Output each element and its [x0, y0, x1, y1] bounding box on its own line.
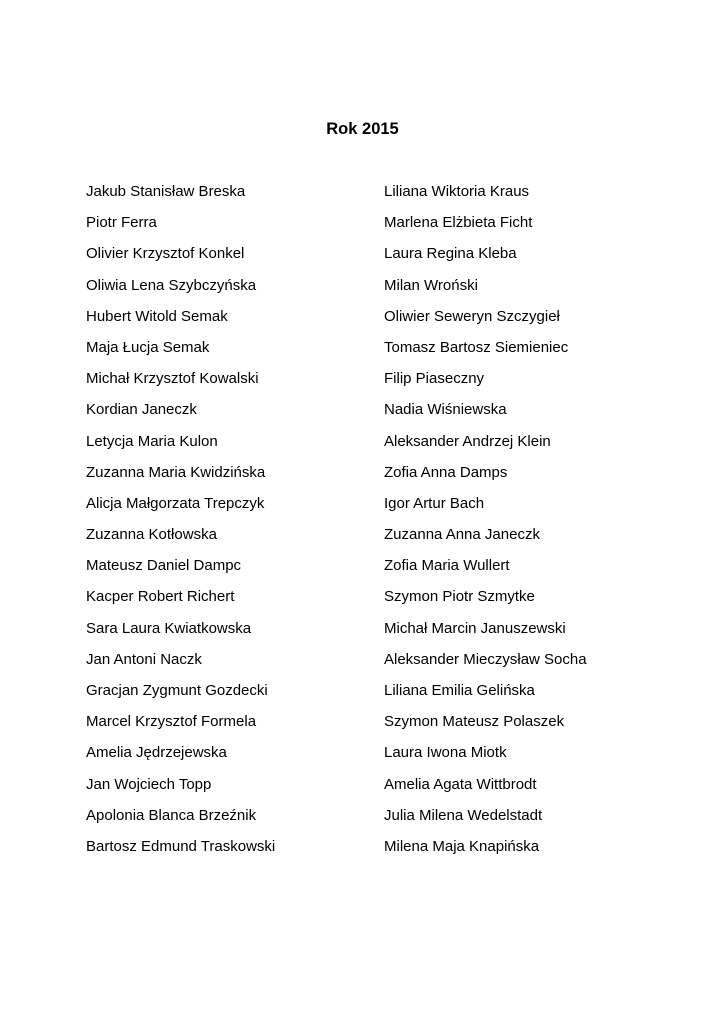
list-item: Milan Wroński — [384, 276, 478, 294]
list-item: Bartosz Edmund Traskowski — [86, 837, 276, 855]
list-item: Igor Artur Bach — [384, 494, 485, 512]
list-item: Zofia Anna Damps — [384, 463, 508, 481]
list-item: Jan Antoni Naczk — [86, 650, 202, 668]
list-item: Laura Regina Kleba — [384, 245, 517, 263]
list-item: Maja Łucja Semak — [86, 338, 210, 356]
list-item: Alicja Małgorzata Trepczyk — [86, 494, 265, 512]
list-item: Piotr Ferra — [86, 214, 157, 232]
list-item: Laura Iwona Miotk — [384, 744, 507, 762]
list-item: Aleksander Andrzej Klein — [384, 432, 551, 450]
list-item: Liliana Emilia Gelińska — [384, 682, 535, 699]
list-item: Mateusz Daniel Dampc — [86, 557, 242, 575]
list-item: Sara Laura Kwiatkowska — [86, 619, 252, 637]
list-item: Aleksander Mieczysław Socha — [384, 650, 587, 668]
list-item: Amelia Jędrzejewska — [86, 744, 227, 762]
list-item: Oliwier Seweryn Szczygieł — [384, 307, 560, 325]
list-item: Szymon Mateusz Polaszek — [384, 713, 565, 731]
list-item: Kacper Robert Richert — [86, 588, 235, 606]
list-item: Apolonia Blanca Brzeźnik — [86, 806, 257, 824]
list-item: Letycja Maria Kulon — [86, 432, 218, 450]
list-item: Marcel Krzysztof Formela — [86, 713, 257, 731]
list-item: Filip Piaseczny — [384, 370, 485, 388]
list-item: Michał Marcin Januszewski — [384, 619, 566, 637]
list-item: Hubert Witold Semak — [86, 307, 228, 325]
list-item: Szymon Piotr Szmytke — [384, 588, 535, 606]
list-item: Gracjan Zygmunt Gozdecki — [86, 682, 268, 699]
list-item: Amelia Agata Wittbrodt — [384, 775, 537, 793]
list-item: Jakub Stanisław Breska — [86, 183, 246, 200]
list-item: Zuzanna Maria Kwidzińska — [86, 463, 266, 481]
list-item: Zofia Maria Wullert — [384, 557, 510, 575]
list-item: Zuzanna Kotłowska — [86, 526, 217, 544]
list-item: Nadia Wiśniewska — [384, 401, 507, 419]
page-title: Rok 2015 — [326, 120, 399, 138]
names-list-right — [384, 181, 704, 867]
names-list-left — [86, 181, 366, 867]
list-item: Tomasz Bartosz Siemieniec — [384, 338, 569, 356]
list-item: Kordian Janeczk — [86, 401, 197, 419]
list-item: Zuzanna Anna Janeczk — [384, 526, 540, 544]
list-item: Michał Krzysztof Kowalski — [86, 370, 259, 388]
list-item: Milena Maja Knapińska — [384, 837, 540, 855]
list-item: Oliwia Lena Szybczyńska — [86, 276, 257, 294]
list-item: Jan Wojciech Topp — [86, 775, 212, 793]
list-item: Olivier Krzysztof Konkel — [86, 245, 245, 263]
list-item: Liliana Wiktoria Kraus — [384, 183, 530, 200]
list-item: Marlena Elżbieta Ficht — [384, 214, 533, 232]
list-item: Julia Milena Wedelstadt — [384, 806, 543, 824]
